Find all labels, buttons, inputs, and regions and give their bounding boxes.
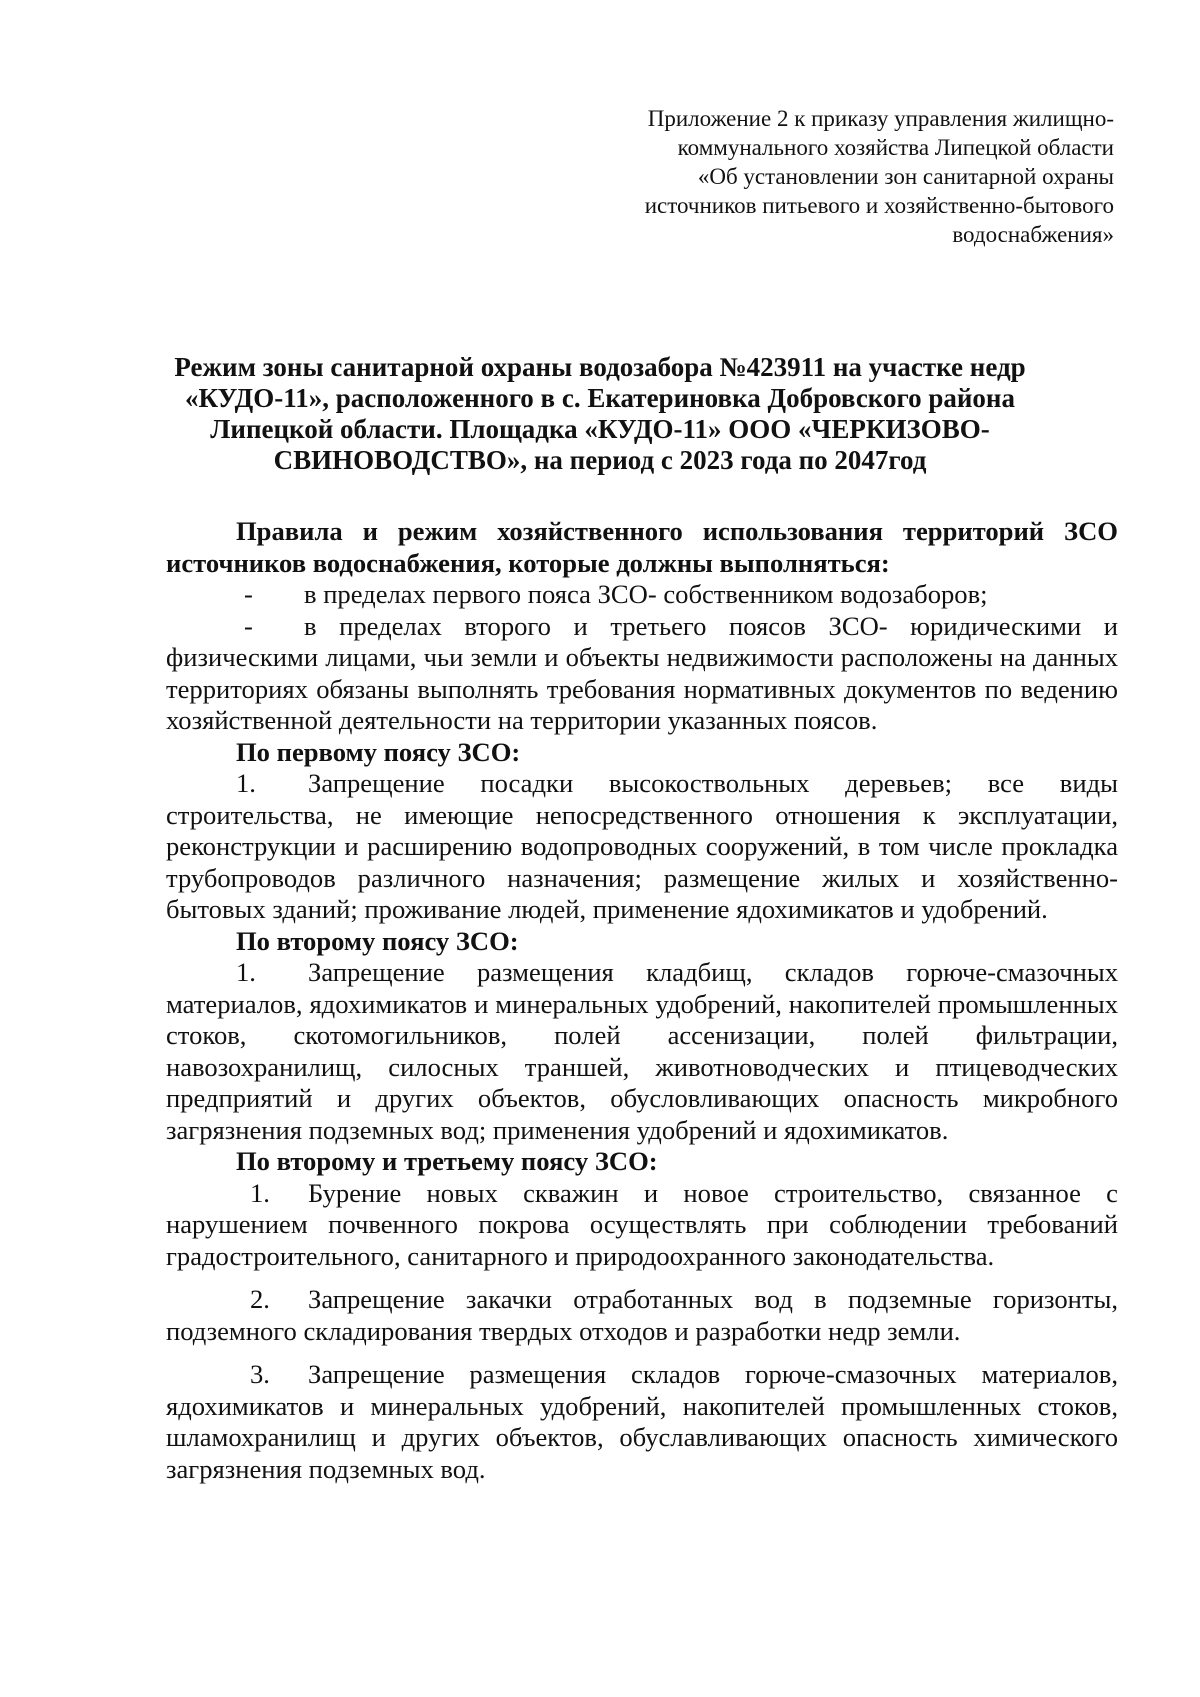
- rules-item: [166, 579, 1118, 611]
- document-body: [166, 516, 1118, 1485]
- belt23-item: [166, 1178, 1118, 1273]
- belt2-item: [166, 957, 1118, 1146]
- item-number: 1.: [236, 957, 256, 987]
- belt1-heading: По первому поясу ЗСО:: [236, 736, 521, 767]
- item-number: 2.: [250, 1284, 270, 1314]
- appendix-note: [554, 104, 1114, 249]
- appendix-line: «Об установлении зон санитарной охраны: [697, 164, 1114, 189]
- belt23-item: [166, 1284, 1118, 1347]
- item-number: 3.: [250, 1359, 270, 1389]
- title-line: Режим зоны санитарной охраны водозабора №423911 на участке недр: [174, 352, 1026, 382]
- rules-item-text: в пределах первого пояса ЗСО- собственником водозаборов;: [304, 579, 988, 609]
- belt1-item-text: Запрещение посадки высокоствольных деревьев; все виды строительства, не имеющие непосредственного отношения к эксплуатации, реконструкции и расширению водопроводных сооружений, в том числе прокладка трубопроводов различного назначения; размещение жилых и хозяйственно-бытовых зданий; проживание людей, применение ядохимикатов и удобрений.: [166, 768, 1118, 924]
- title-line: СВИНОВОДСТВО», на период с 2023 года по 2047год: [273, 445, 927, 475]
- item-number: 1.: [236, 768, 256, 798]
- title-line: «КУДО-11», расположенного в с. Екатериновка Добровского района: [185, 383, 1015, 413]
- rules-item: [166, 611, 1118, 737]
- belt23-item-text: Запрещение размещения складов горюче-смазочных материалов, ядохимикатов и минеральных удобрений, накопителей промышленных стоков, шламохранилищ и других объектов, обуславливающих опасность химического загрязнения подземных вод.: [166, 1359, 1118, 1484]
- rules-heading: Правила и режим хозяйственного использования территорий ЗСО источников водоснабжения, которые должны выполняться:: [166, 516, 1118, 578]
- appendix-line: источников питьевого и хозяйственно-бытового: [644, 193, 1114, 218]
- rules-item-text: в пределах второго и третьего поясов ЗСО- юридическими и физическими лицами, чьи земли и объекты недвижимости расположены на данных территориях обязаны выполнять требования нормативных документов по ведению хозяйственной деятельности на территории указанных поясов.: [166, 610, 1118, 735]
- appendix-line: Приложение 2 к приказу управления жилищно-: [647, 106, 1114, 131]
- list-dash: -: [244, 610, 253, 641]
- belt1-item: [166, 768, 1118, 926]
- item-number: 1.: [250, 1177, 270, 1208]
- appendix-line: коммунального хозяйства Липецкой области: [677, 135, 1114, 160]
- belt23-heading: По второму и третьему поясу ЗСО:: [236, 1146, 658, 1176]
- document-title: [150, 352, 1050, 476]
- belt23-item: [166, 1359, 1118, 1485]
- belt2-item-text: Запрещение размещения кладбищ, складов горюче-смазочных материалов, ядохимикатов и минеральных удобрений, накопителей промышленных стоков, скотомогильников, полей ассенизации, полей фильтрации, навозохранилищ, силосных траншей, животноводческих и птицеводческих предприятий и других объектов, обусловливающих опасность микробного загрязнения подземных вод; применения удобрений и ядохимикатов.: [166, 957, 1118, 1145]
- belt23-item-text: Бурение новых скважин и новое строительство, связанное с нарушением почвенного покрова осуществлять при соблюдении требований градостроительного, санитарного и природоохранного законодательства.: [166, 1177, 1118, 1271]
- title-line: Липецкой области. Площадка «КУДО-11» ООО «ЧЕРКИЗОВО-: [210, 414, 990, 444]
- belt2-heading: По второму поясу ЗСО:: [236, 925, 519, 956]
- belt23-item-text: Запрещение закачки отработанных вод в подземные горизонты, подземного складирования твердых отходов и разработки недр земли.: [166, 1284, 1118, 1346]
- list-dash: -: [244, 579, 253, 609]
- appendix-line: водоснабжения»: [952, 222, 1114, 247]
